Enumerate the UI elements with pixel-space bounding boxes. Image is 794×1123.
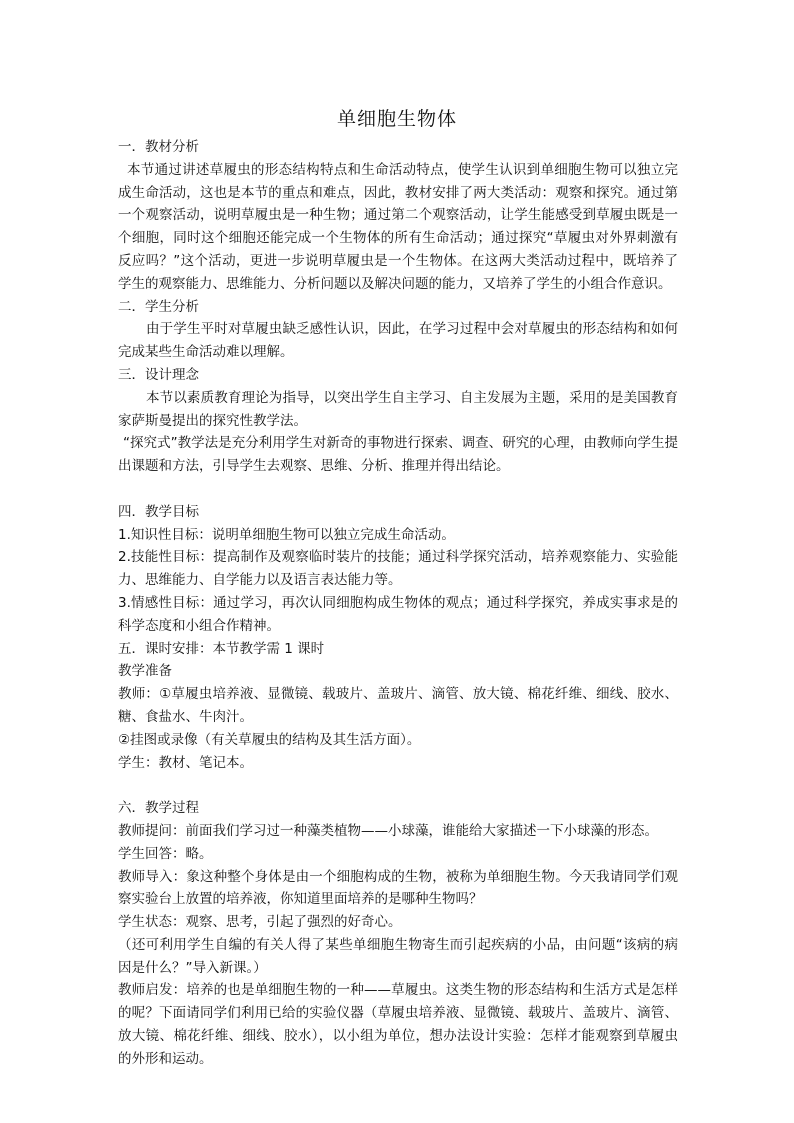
section-heading-textbook: 一．教材分析	[118, 139, 199, 155]
goal-item-skill: 2.技能性目标：提高制作及观察临时装片的技能；通过科学探究活动，培养观察能力、实验能力、思维能力、自学能力以及语言表达能力等。	[118, 549, 678, 589]
goal-item-knowledge: 1.知识性目标：说明单细胞生物可以独立完成生命活动。	[118, 526, 455, 543]
paragraph-design-1: 本节以素质教育理论为指导，以突出学生自主学习、自主发展为主题，采用的是美国教育家萨斯曼提出的探究性教学法。	[118, 389, 678, 429]
paragraph-design-2: “探究式”教学法是充分利用学生对新奇的事物进行探索、调查、研究的心理，由教师向学生提出课题和方法，引导学生去观察、思维、分析、推理并得出结论。	[118, 435, 678, 475]
section-heading-design: 三．设计理念	[118, 366, 199, 383]
section-heading-schedule: 五．课时安排：本节教学需 1 课时	[118, 640, 325, 657]
section-heading-student: 二．学生分析	[118, 298, 199, 315]
section-heading-goals: 四．教学目标	[118, 503, 199, 520]
process-line-teacher-guide: 教师启发：培养的也是单细胞生物的一种——草履虫。这类生物的形态结构和生活方式是怎样的呢？下面请同学们利用已给的实验仪器（草履虫培养液、显微镜、载玻片、盖玻片、滴管、放大镜、棉花纤维、细线、胶水），以小组为单位，想办法设计实验：怎样才能观察到草履虫的外形和运动。	[118, 982, 678, 1067]
goal-item-emotion: 3.情感性目标：通过学习，再次认同细胞构成生物体的观点；通过科学探究，养成实事求是的科学态度和小组合作精神。	[118, 594, 678, 634]
process-line-teacher-question: 教师提问：前面我们学习过一种藻类植物——小球藻，谁能给大家描述一下小球藻的形态。	[118, 822, 658, 839]
paragraph-textbook-analysis: 本节通过讲述草履虫的形态结构特点和生命活动特点，使学生认识到单细胞生物可以独立完成生命活动，这也是本节的重点和难点，因此，教材安排了两大类活动：观察和探究。通过第一个观察活动，说明草履虫是一种生物；通过第二个观察活动，让学生能感受到草履虫既是一个细胞，同时这个细胞还能完成一个生物体的所有生命活动；通过探究“草履虫对外界刺激有反应吗？”这个活动，更进一步说明草履虫是一个生物体。在这两大类活动过程中，既培养了学生的观察能力、思维能力、分析问题以及解决问题的能力，又培养了学生的小组合作意识。	[118, 161, 678, 292]
prep-charts: ②挂图或录像（有关草履虫的结构及其生活方面）。	[118, 731, 421, 748]
prep-student: 学生：教材、笔记本。	[118, 754, 253, 771]
process-line-alternative: （还可利用学生自编的有关人得了某些单细胞生物寄生而引起疾病的小品，由问题“该病的病因是什么？”导入新课。）	[118, 936, 678, 976]
blank-line	[118, 774, 678, 797]
page-title: 单细胞生物体	[336, 108, 457, 130]
section-heading-process: 六．教学过程	[118, 800, 199, 817]
process-line-teacher-intro: 教师导入：象这种整个身体是由一个细胞构成的生物，被称为单细胞生物。今天我请同学们观察实验台上放置的培养液，你知道里面培养的是哪种生物吗？	[118, 868, 678, 908]
blank-line	[118, 478, 678, 501]
subheading-preparation: 教学准备	[118, 663, 172, 680]
document-body	[118, 136, 678, 1071]
process-line-student-state: 学生状态：观察、思考，引起了强烈的好奇心。	[118, 914, 402, 931]
paragraph-student-analysis: 由于学生平时对草履虫缺乏感性认识，因此，在学习过程中会对草履虫的形态结构和如何完成某些生命活动难以理解。	[118, 321, 678, 361]
process-line-student-answer: 学生回答：略。	[118, 845, 213, 862]
prep-teacher: 教师：①草履虫培养液、显微镜、载玻片、盖玻片、滴管、放大镜、棉花纤维、细线、胶水、糖、食盐水、牛肉汁。	[118, 686, 678, 725]
